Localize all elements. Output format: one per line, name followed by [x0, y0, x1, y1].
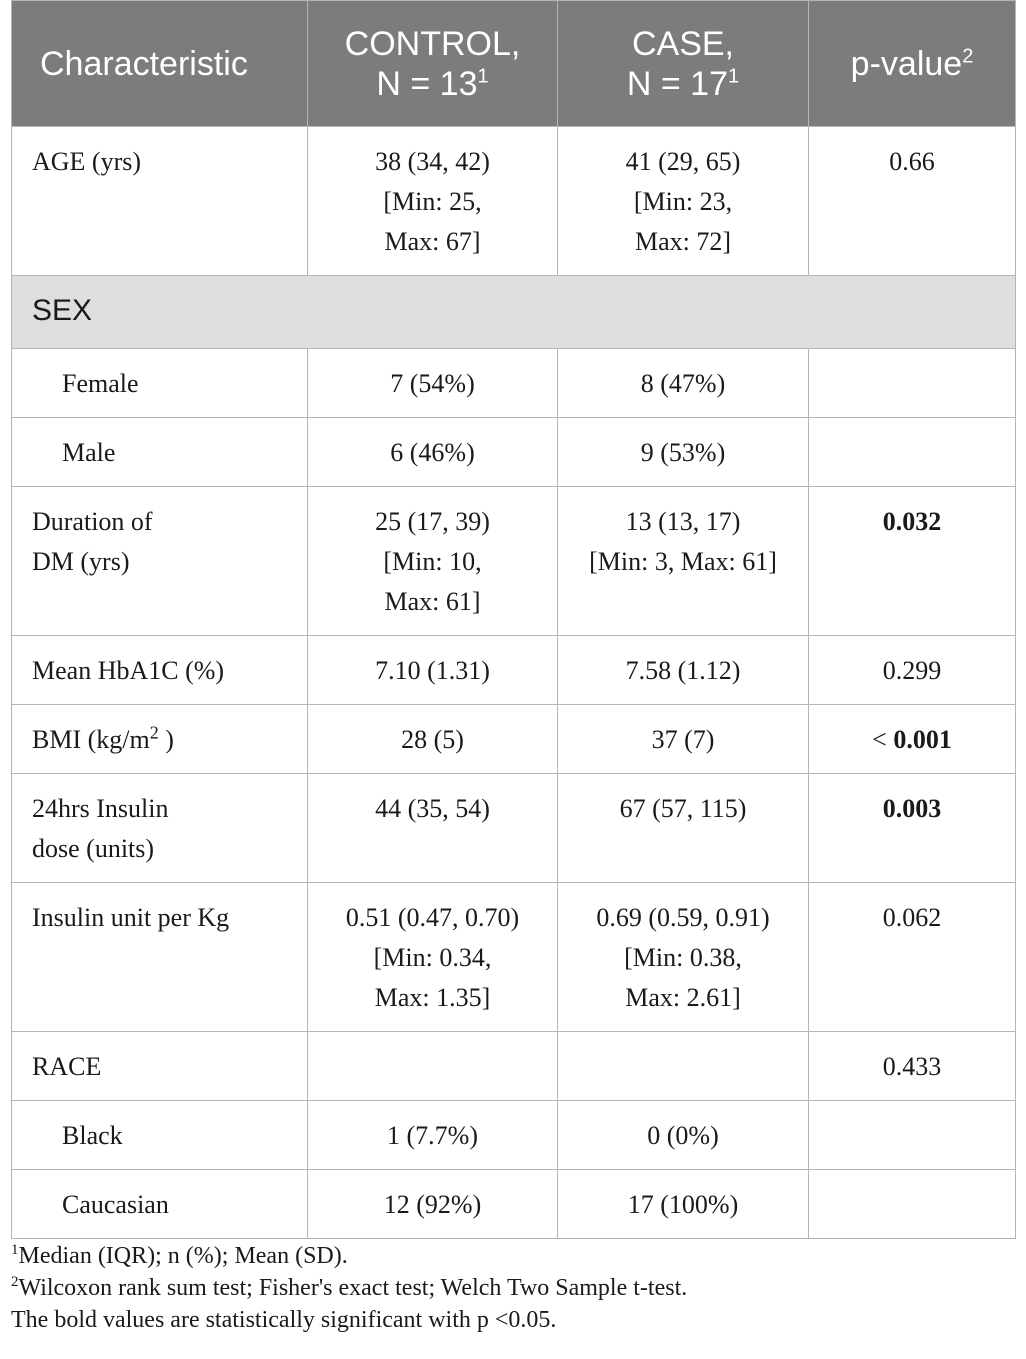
table-row-race [12, 1032, 1016, 1101]
control-value: 7 (54%) [308, 349, 558, 418]
control-value: 38 (34, 42) [Min: 25, Max: 67] [308, 127, 558, 276]
control-value [308, 1032, 558, 1101]
p-value [809, 1101, 1016, 1170]
header-row [12, 1, 1016, 127]
row-label: BMI ($kg/m^2$ ) [12, 705, 308, 774]
control-value: 7.10 (1.31) [308, 636, 558, 705]
p-value: < 0.001 [809, 705, 1016, 774]
case-value: 37 (7) [558, 705, 809, 774]
footnote-2: $^2$Wilcoxon rank sum test; Fisher's exact test; Welch Two Sample t-test. [11, 1274, 688, 1301]
table-row-caucasian [12, 1170, 1016, 1239]
control-value: 28 (5) [308, 705, 558, 774]
case-value: 0.69 (0.59, 0.91) [Min: 0.38, Max: 2.61] [558, 883, 809, 1032]
case-value: 13 (13, 17) [Min: 3, Max: 61] [558, 487, 809, 636]
p-value: 0.062 [809, 883, 1016, 1032]
p-value [809, 418, 1016, 487]
control-value: 12 (92%) [308, 1170, 558, 1239]
header-case: CASE, $N = 17^1$ [558, 1, 809, 127]
case-value: 9 (53%) [558, 418, 809, 487]
row-label: AGE (yrs) [12, 127, 308, 276]
section-label: SEX [12, 276, 1016, 349]
case-value [558, 1032, 809, 1101]
table-row-male [12, 418, 1016, 487]
header-characteristic: Characteristic [12, 1, 308, 127]
row-label: RACE [12, 1032, 308, 1101]
row-label: Caucasian [12, 1170, 308, 1239]
case-value: 17 (100%) [558, 1170, 809, 1239]
control-value: 0.51 (0.47, 0.70) [Min: 0.34, Max: 1.35] [308, 883, 558, 1032]
section-row-sex [12, 276, 1016, 349]
control-value: 1 (7.7%) [308, 1101, 558, 1170]
p-value: 0.66 [809, 127, 1016, 276]
table-row-duration [12, 487, 1016, 636]
control-value: 25 (17, 39) [Min: 10, Max: 61] [308, 487, 558, 636]
case-value: 8 (47%) [558, 349, 809, 418]
case-value: 0 (0%) [558, 1101, 809, 1170]
table-row-insulin-per-kg [12, 883, 1016, 1032]
row-label: Duration of DM (yrs) [12, 487, 308, 636]
footnote-1: $^1$Median (IQR); n (%); Mean (SD). [11, 1242, 348, 1269]
characteristics-table [11, 0, 1016, 1239]
row-label: Mean HbA1C (%) [12, 636, 308, 705]
p-value: 0.433 [809, 1032, 1016, 1101]
footnote-significance: The bold values are statistically significant with p <0.05. [11, 1307, 557, 1333]
control-value: 6 (46%) [308, 418, 558, 487]
p-value: 0.003 [809, 774, 1016, 883]
control-value: 44 (35, 54) [308, 774, 558, 883]
row-label: Female [12, 349, 308, 418]
table-row-hba1c [12, 636, 1016, 705]
table-row-insulin-dose [12, 774, 1016, 883]
row-label: Insulin unit per Kg [12, 883, 308, 1032]
p-value [809, 1170, 1016, 1239]
p-value: 0.299 [809, 636, 1016, 705]
case-value: 7.58 (1.12) [558, 636, 809, 705]
table-row-age [12, 127, 1016, 276]
characteristics-table-container [11, 0, 1015, 1239]
row-label: Black [12, 1101, 308, 1170]
p-value: 0.032 [809, 487, 1016, 636]
row-label: 24hrs Insulin dose (units) [12, 774, 308, 883]
header-p-value: p-value$^2$ [809, 1, 1016, 127]
p-value [809, 349, 1016, 418]
table-row-female [12, 349, 1016, 418]
case-value: 67 (57, 115) [558, 774, 809, 883]
table-row-bmi [12, 705, 1016, 774]
header-control: CONTROL, $N = 13^1$ [308, 1, 558, 127]
table-footnotes [11, 1240, 1015, 1336]
table-row-black [12, 1101, 1016, 1170]
case-value: 41 (29, 65) [Min: 23, Max: 72] [558, 127, 809, 276]
row-label: Male [12, 418, 308, 487]
